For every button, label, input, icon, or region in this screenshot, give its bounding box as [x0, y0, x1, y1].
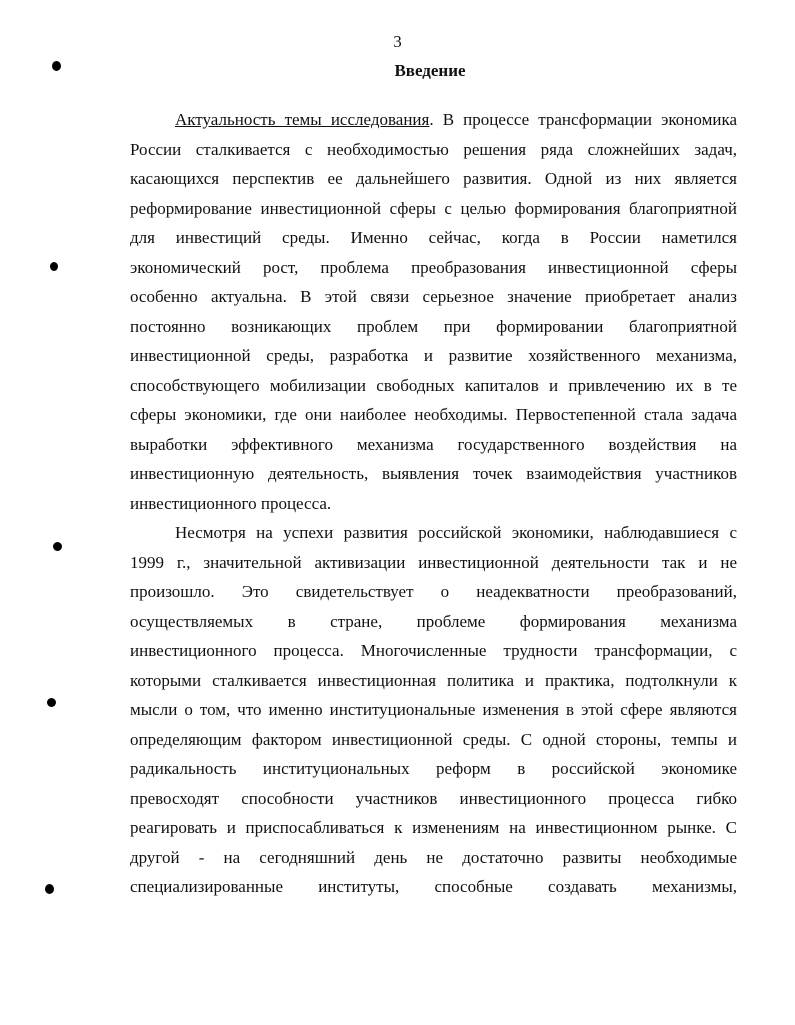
text-line: способствующего мобилизации свободных капиталов и привлечению их в те: [130, 375, 737, 395]
punch-hole-mark: [47, 698, 56, 707]
text-line: выработки эффективного механизма государственного воздействия на: [130, 434, 737, 454]
text-line: произошло. Это свидетельствует о неадекватности преобразований,: [130, 582, 737, 601]
text-line: инвестиционную деятельность, выявления точек взаимодействия участников: [130, 464, 737, 483]
paragraph-relevance: [130, 105, 737, 518]
page-title: Введение: [394, 61, 466, 80]
text-line: инвестиционного процесса.: [130, 493, 332, 513]
punch-hole-mark: [50, 262, 58, 271]
text-line: реагировать и приспосабливаться к изменениям на инвестиционном рынке. С: [130, 818, 737, 837]
text-line: Актуальность темы исследования. В процессе трансформации экономика: [175, 110, 737, 129]
punch-hole-mark: [45, 884, 54, 894]
paragraph-despite-successes: [130, 518, 737, 902]
text-line: 1999 г., значительной активизации инвестиционной деятельности так и не: [130, 552, 737, 572]
page-number: 3: [393, 32, 402, 51]
text-line: сферы экономики, где они наиболее необходимы. Первостепенной стала задача: [130, 405, 737, 424]
text-line: Несмотря на успехи развития российской экономики, наблюдавшиеся с: [175, 523, 737, 542]
section-heading-underlined: Актуальность темы исследования: [175, 110, 430, 129]
text-line: для инвестиций среды. Именно сейчас, когда в России наметился: [130, 228, 737, 247]
text-line: другой - на сегодняшний день не достаточно развиты необходимые: [130, 847, 737, 867]
text-line: инвестиционного процесса. Многочисленные трудности трансформации, с: [130, 641, 737, 660]
text-line: касающихся перспектив ее дальнейшего развития. Одной из них является: [130, 169, 737, 188]
text-line: определяющим фактором инвестиционной среды. С одной стороны, темпы и: [130, 729, 737, 749]
text-line: России сталкивается с необходимостью решения ряда сложнейших задач,: [130, 139, 737, 159]
text-line: радикальность институциональных реформ в российской экономике: [130, 759, 737, 778]
punch-hole-mark: [53, 542, 62, 551]
text-line: постоянно возникающих проблем при формировании благоприятной: [130, 316, 737, 336]
text-line: которыми сталкивается инвестиционная политика и практика, подтолкнули к: [130, 670, 737, 690]
text-line: превосходят способности участников инвестиционного процесса гибко: [130, 788, 737, 808]
text-line: реформирование инвестиционной сферы с целью формирования благоприятной: [130, 198, 737, 218]
text-line: осуществляемых в стране, проблеме формирования механизма: [130, 611, 737, 631]
document-body: [130, 105, 737, 902]
text-line: инвестиционной среды, разработка и развитие хозяйственного механизма,: [130, 346, 737, 365]
text-line: экономический рост, проблема преобразования инвестиционной сферы: [130, 257, 737, 277]
text-line: мысли о том, что именно институциональные изменения в этой сфере являются: [130, 700, 737, 719]
text-line: специализированные институты, способные создавать механизмы,: [130, 877, 737, 896]
text-line: особенно актуальна. В этой связи серьезное значение приобретает анализ: [130, 287, 737, 306]
